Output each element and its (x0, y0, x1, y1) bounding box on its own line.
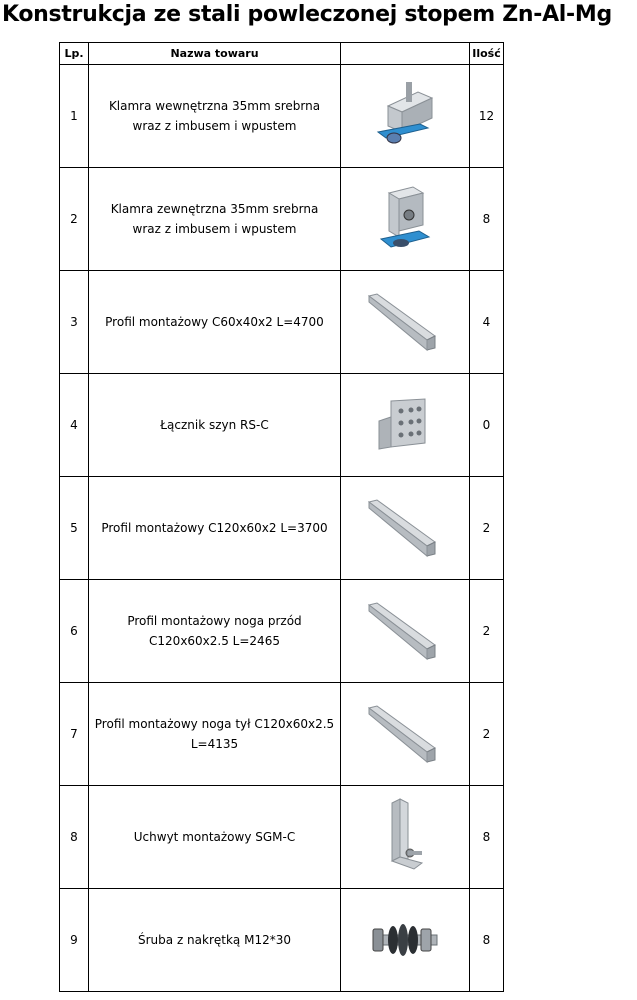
row-name-line1: Śruba z nakrętką M12*30 (138, 933, 291, 947)
row-qty: 2 (470, 477, 504, 580)
table-row (60, 477, 504, 580)
header-qty: Ilość (470, 43, 504, 65)
row-qty: 2 (470, 580, 504, 683)
row-qty: 4 (470, 271, 504, 374)
c-profile-icon (365, 601, 445, 661)
row-image (341, 683, 470, 786)
row-qty: 8 (470, 786, 504, 889)
row-name (89, 683, 341, 786)
row-lp: 8 (60, 786, 89, 889)
row-name (89, 786, 341, 889)
row-qty: 8 (470, 889, 504, 992)
row-qty: 2 (470, 683, 504, 786)
table-row (60, 683, 504, 786)
row-qty: 12 (470, 65, 504, 168)
row-image (341, 580, 470, 683)
row-image (341, 65, 470, 168)
bolt-with-nut-icon (367, 915, 443, 965)
table-header-row (60, 43, 504, 65)
rail-connector-icon (373, 395, 437, 455)
row-name-line1: Uchwyt montażowy SGM-C (133, 830, 296, 844)
row-lp: 3 (60, 271, 89, 374)
c-profile-icon (365, 292, 445, 352)
row-lp: 6 (60, 580, 89, 683)
end-clamp-icon (375, 179, 435, 259)
row-image (341, 374, 470, 477)
row-lp: 9 (60, 889, 89, 992)
inner-clamp-icon (370, 76, 440, 156)
row-name-line1: Profil montażowy noga tył C120x60x2.5 (94, 717, 335, 731)
document-title: Konstrukcja ze stali powleczonej stopem Zn-Al-Mg (2, 2, 612, 27)
row-qty: 0 (470, 374, 504, 477)
row-qty: 8 (470, 168, 504, 271)
table-row (60, 271, 504, 374)
row-name (89, 271, 341, 374)
row-name (89, 580, 341, 683)
row-lp: 2 (60, 168, 89, 271)
row-name-line2: L=4135 (190, 737, 239, 751)
row-name (89, 889, 341, 992)
row-name-line2: C120x60x2.5 L=2465 (149, 634, 280, 648)
table-row (60, 65, 504, 168)
header-lp: Lp. (60, 43, 89, 65)
header-name: Nazwa towaru (89, 43, 341, 65)
table-row (60, 168, 504, 271)
items-table (59, 42, 504, 992)
row-lp: 1 (60, 65, 89, 168)
table-row (60, 786, 504, 889)
row-name-line1: Profil montażowy C120x60x2 L=3700 (101, 521, 328, 535)
c-profile-icon (365, 704, 445, 764)
table-row (60, 889, 504, 992)
row-name (89, 65, 341, 168)
row-name-line1: Profil montażowy noga przód (127, 614, 302, 628)
table-row (60, 580, 504, 683)
row-name (89, 374, 341, 477)
table-row (60, 374, 504, 477)
row-image (341, 477, 470, 580)
row-image (341, 786, 470, 889)
row-lp: 4 (60, 374, 89, 477)
row-name-line2: wraz z imbusem i wpustem (132, 222, 297, 236)
c-profile-icon (365, 498, 445, 558)
row-name-line1: Łącznik szyn RS-C (160, 418, 269, 432)
row-lp: 7 (60, 683, 89, 786)
row-image (341, 168, 470, 271)
row-name-line2: wraz z imbusem i wpustem (132, 119, 297, 133)
row-name-line1: Profil montażowy C60x40x2 L=4700 (105, 315, 324, 329)
mounting-bracket-icon (380, 797, 430, 877)
row-name-line1: Klamra wewnętrzna 35mm srebrna (108, 99, 321, 113)
row-lp: 5 (60, 477, 89, 580)
row-name (89, 477, 341, 580)
row-image (341, 271, 470, 374)
row-name-line1: Klamra zewnętrzna 35mm srebrna (110, 202, 319, 216)
row-name (89, 168, 341, 271)
header-image (341, 43, 470, 65)
row-image (341, 889, 470, 992)
